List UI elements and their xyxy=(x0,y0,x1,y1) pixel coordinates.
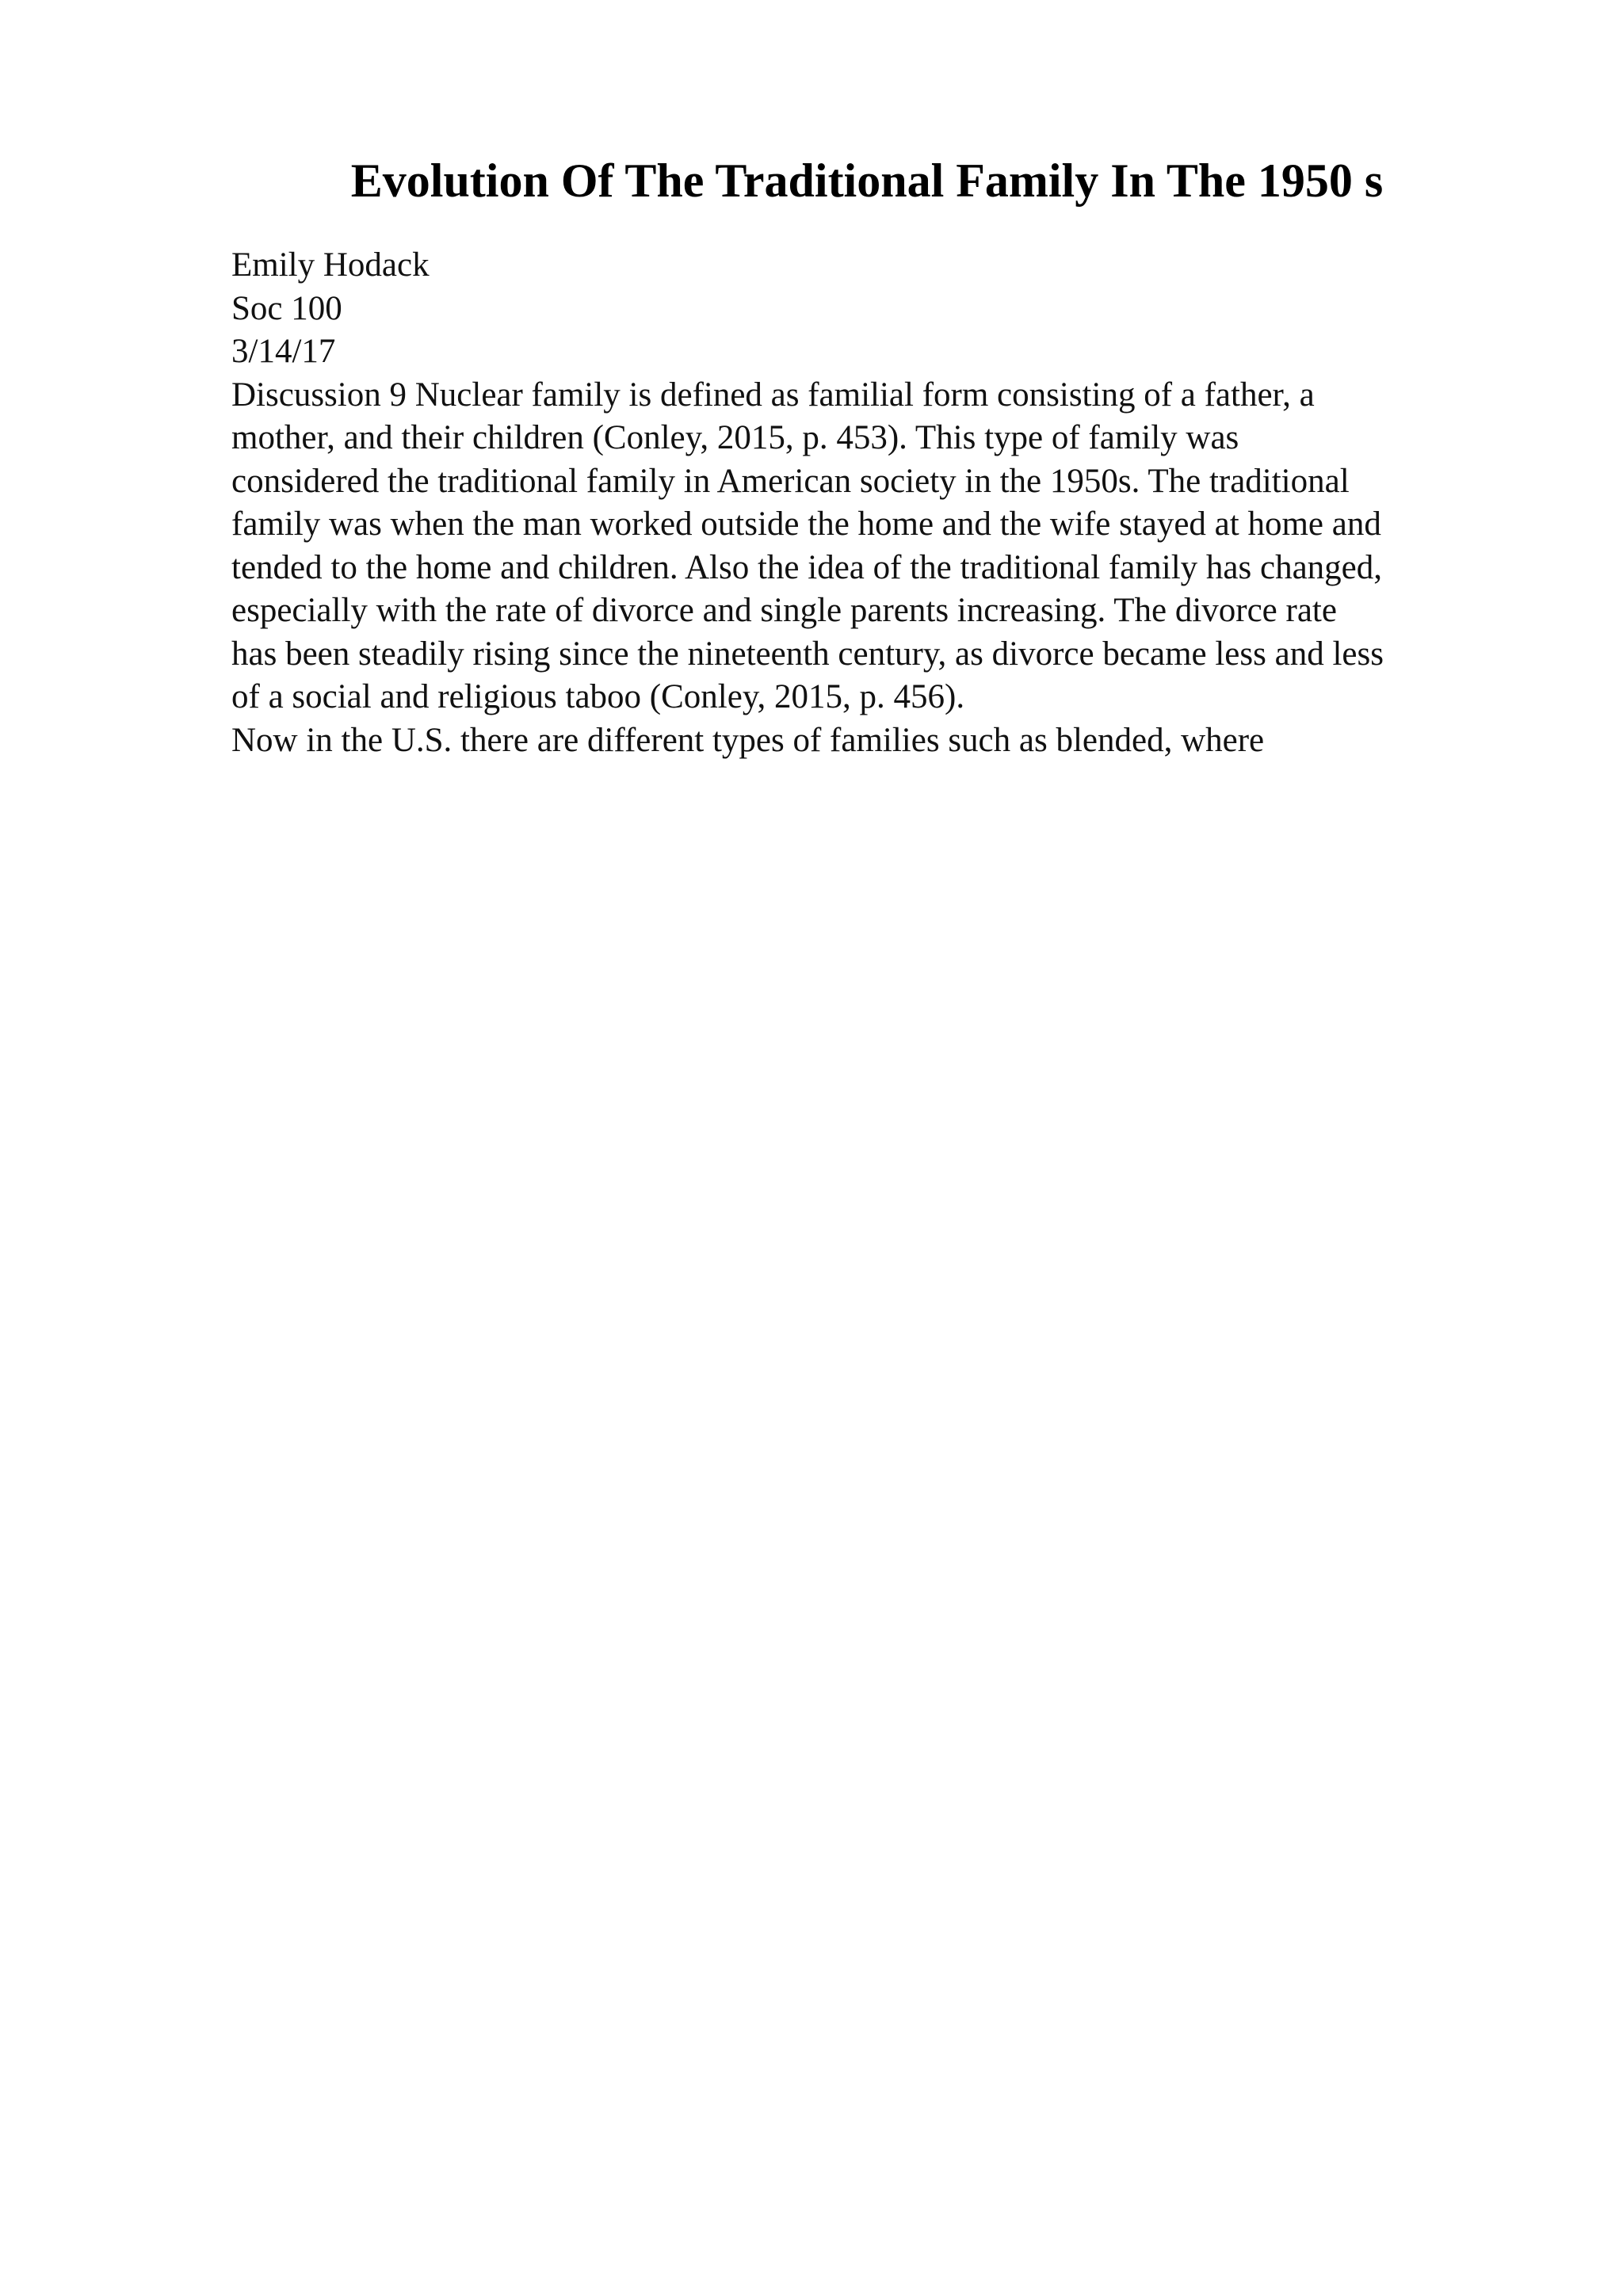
paragraph-line: has been steadily rising since the nineteenth century, as divorce became less and less xyxy=(231,635,1384,673)
document-date: 3/14/17 xyxy=(231,333,336,370)
paragraph-line: tended to the home and children. Also the idea of the traditional family has changed, xyxy=(231,548,1383,586)
paragraph-line: mother, and their children (Conley, 2015, p. 453). This type of family was xyxy=(231,419,1239,456)
document-body xyxy=(231,244,1499,762)
paragraph-line: family was when the man worked outside the home and the wife stayed at home and xyxy=(231,505,1381,543)
paragraph-line: of a social and religious taboo (Conley, 2015, p. 456). xyxy=(231,678,965,715)
author-name: Emily Hodack xyxy=(231,246,430,284)
paragraph-line: Discussion 9 Nuclear family is defined as familial form consisting of a father, a xyxy=(231,376,1315,414)
paragraph-line: considered the traditional family in American society in the 1950s. The traditional xyxy=(231,462,1350,500)
document-title: Evolution Of The Traditional Family In The 1950 s xyxy=(350,154,1384,207)
course-name: Soc 100 xyxy=(231,289,342,327)
paragraph-line-continued: Now in the U.S. there are different types of families such as blended, where xyxy=(231,721,1265,759)
paragraph-line: especially with the rate of divorce and single parents increasing. The divorce rate xyxy=(231,592,1337,629)
